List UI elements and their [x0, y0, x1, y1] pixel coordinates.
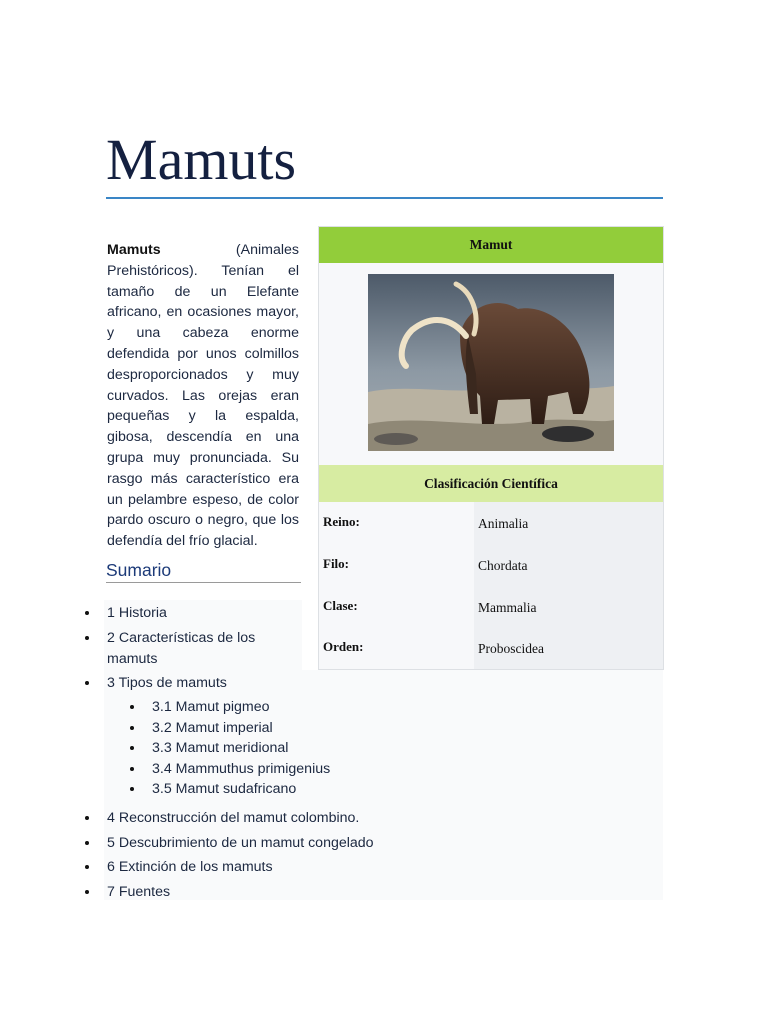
infobox-key: Reino: — [323, 514, 360, 529]
toc-link-caracteristicas[interactable]: 2 Características de los mamuts — [107, 628, 297, 669]
woolly-mammoth-photo — [368, 274, 614, 451]
infobox-key: Filo: — [323, 556, 349, 571]
infobox-value: Proboscidea — [478, 641, 544, 656]
infobox-section-title: Clasificación Científica — [319, 465, 663, 502]
infobox-value: Animalia — [478, 516, 529, 531]
infobox-row — [319, 544, 663, 586]
infobox — [318, 226, 664, 670]
toc-divider — [106, 582, 301, 583]
toc-link-descubrimiento[interactable]: 5 Descubrimiento de un mamut congelado — [107, 833, 607, 854]
toc-link-tipos[interactable]: 3 Tipos de mamuts — [107, 673, 507, 694]
intro-text: (Animales Prehistóricos). Tenían el tamaño de un Elefante africano, en ocasiones mayor, y una cabeza enorme defendida por unos colmillos desproporcionados y muy curvados. Las orejas eran pequeñas y la espalda, gibosa, descendía en una grupa muy pronunciada. Su rasgo más característico era un pelambre espeso, de color pardo oscuro o negro, que los defendía del frío glacial. — [107, 242, 299, 550]
infobox-value: Mammalia — [478, 600, 537, 615]
intro-paragraph — [107, 240, 299, 552]
toc-link-imperial[interactable]: 3.2 Mamut imperial — [152, 718, 552, 739]
toc-link-pigmeo[interactable]: 3.1 Mamut pigmeo — [152, 697, 552, 718]
intro-bold-term: Mamuts — [107, 242, 161, 258]
toc-link-sudafricano[interactable]: 3.5 Mamut sudafricano — [152, 779, 552, 800]
infobox-row — [319, 502, 663, 544]
page-title: Mamuts — [106, 127, 297, 192]
infobox-row — [319, 586, 663, 628]
toc-link-fuentes[interactable]: 7 Fuentes — [107, 882, 607, 903]
infobox-key: Clase: — [323, 598, 358, 613]
infobox-value: Chordata — [478, 558, 528, 573]
toc-link-historia[interactable]: 1 Historia — [107, 603, 297, 624]
toc-link-primigenius[interactable]: 3.4 Mammuthus primigenius — [152, 759, 552, 780]
infobox-key: Orden: — [323, 639, 364, 654]
infobox-title: Mamut — [319, 227, 663, 263]
infobox-row — [319, 627, 663, 669]
toc-title: Sumario — [106, 560, 172, 580]
toc-link-meridional[interactable]: 3.3 Mamut meridional — [152, 738, 552, 759]
toc-link-extincion[interactable]: 6 Extinción de los mamuts — [107, 857, 607, 878]
title-divider — [106, 197, 663, 199]
toc-link-reconstruccion[interactable]: 4 Reconstrucción del mamut colombino. — [107, 808, 607, 829]
